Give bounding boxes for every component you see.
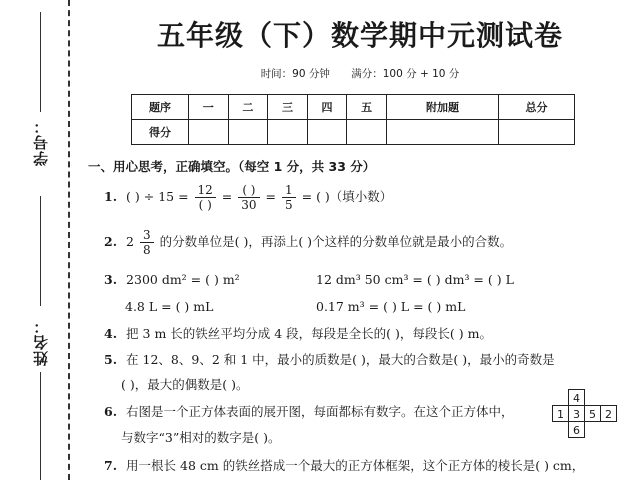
fraction xyxy=(282,183,296,212)
score-cell[interactable] xyxy=(268,120,308,145)
fraction xyxy=(140,228,154,257)
cube-face: 2 xyxy=(600,405,617,422)
section-heading: 一、用心思考，正确填空。（每空 1 分，共 33 分） xyxy=(88,159,376,174)
cut-line xyxy=(68,0,70,480)
cube-face: 5 xyxy=(584,405,601,422)
q6-line1: 右图是一个正方体表面的展开图，每面都标有数字。在这个正方体中， xyxy=(126,404,514,419)
score-table-score-row xyxy=(132,120,575,145)
question-3-line-1 xyxy=(104,272,240,287)
fraction-denominator: 8 xyxy=(142,243,151,257)
table-cell: 三 xyxy=(268,95,308,120)
table-cell: 得分 xyxy=(132,120,189,145)
question-number: 5. xyxy=(104,352,118,367)
question-1 xyxy=(104,183,392,212)
fraction-numerator: 3 xyxy=(140,228,154,243)
fraction xyxy=(238,183,259,212)
cube-face: 3 xyxy=(568,405,585,422)
page-title: 五年级（下）数学期中元测试卷 xyxy=(156,19,563,52)
question-6 xyxy=(104,402,514,420)
question-3-line-1b: 12 dm³ 50 cm³ = ( ) dm³ = ( ) L xyxy=(316,272,514,287)
q1-part1: ( ) ÷ 15 = xyxy=(126,189,189,204)
name-label: 姓名： xyxy=(32,318,50,366)
fraction-denominator: ( ) xyxy=(198,198,212,212)
score-table-header-row xyxy=(132,95,575,120)
exam-meta xyxy=(80,66,640,81)
score-cell[interactable] xyxy=(307,120,347,145)
fraction-denominator: 30 xyxy=(241,198,257,212)
name-line xyxy=(40,196,41,306)
q3-line1a: 2300 dm² = ( ) m² xyxy=(126,272,240,287)
question-number: 1. xyxy=(104,189,118,204)
table-cell: 四 xyxy=(307,95,347,120)
fraction-numerator: 12 xyxy=(195,183,216,198)
table-cell: 总分 xyxy=(499,95,575,120)
question-3-line-2b: 0.17 m³ = ( ) L = ( ) mL xyxy=(316,299,466,314)
exam-time: 时间：90 分钟 xyxy=(260,68,330,80)
question-4 xyxy=(104,324,492,342)
question-number: 6. xyxy=(104,404,118,419)
score-cell[interactable] xyxy=(189,120,229,145)
q7-text: 用一根长 48 cm 的铁丝搭成一个最大的正方体框架，这个正方体的棱长是( ) cm， xyxy=(126,458,585,473)
cube-face: 4 xyxy=(568,389,585,406)
table-cell: 附加题 xyxy=(386,95,498,120)
name-line-lower xyxy=(40,372,41,480)
q2-text: 的分数单位是( )，再添上( )个这样的分数单位就是最小的合数。 xyxy=(159,234,513,249)
question-number: 2. xyxy=(104,234,118,249)
score-cell[interactable] xyxy=(228,120,268,145)
mixed-whole: 2 xyxy=(126,234,134,249)
score-table xyxy=(131,94,575,145)
student-id-label: 学号： xyxy=(32,118,50,166)
question-7 xyxy=(104,456,584,474)
fraction xyxy=(195,183,216,212)
question-3-line-2a: 4.8 L = ( ) mL xyxy=(125,299,214,314)
table-cell: 五 xyxy=(347,95,387,120)
equals-sign: = xyxy=(265,189,277,204)
question-number: 7. xyxy=(104,458,118,473)
cube-face: 1 xyxy=(552,405,569,422)
student-id-line xyxy=(40,12,41,112)
score-cell[interactable] xyxy=(347,120,387,145)
q4-text: 把 3 m 长的铁丝平均分成 4 段，每段是全长的( )，每段长( ) m。 xyxy=(126,326,492,341)
question-2 xyxy=(104,228,512,257)
exam-score: 满分：100 分 + 10 分 xyxy=(351,68,460,80)
score-cell[interactable] xyxy=(499,120,575,145)
score-cell[interactable] xyxy=(386,120,498,145)
table-cell: 题序 xyxy=(132,95,189,120)
question-6-line-2: 与数字“3”相对的数字是( )。 xyxy=(121,430,281,445)
q5-line1: 在 12、8、9、2 和 1 中，最小的质数是( )，最大的合数是( )，最小的奇数是 xyxy=(126,352,555,367)
question-number: 4. xyxy=(104,326,118,341)
question-5-line-2: ( )，最大的偶数是( )。 xyxy=(121,377,249,392)
question-5 xyxy=(104,350,555,368)
equals-sign: = xyxy=(221,189,233,204)
fraction-numerator: ( ) xyxy=(238,183,259,198)
fraction-denominator: 5 xyxy=(285,198,293,212)
question-number: 3. xyxy=(104,272,118,287)
cube-face: 6 xyxy=(568,421,585,438)
fraction-numerator: 1 xyxy=(282,183,296,198)
binding-strip xyxy=(0,0,80,480)
table-cell: 一 xyxy=(189,95,229,120)
q1-tail: = ( )（填小数） xyxy=(301,189,393,204)
table-cell: 二 xyxy=(228,95,268,120)
